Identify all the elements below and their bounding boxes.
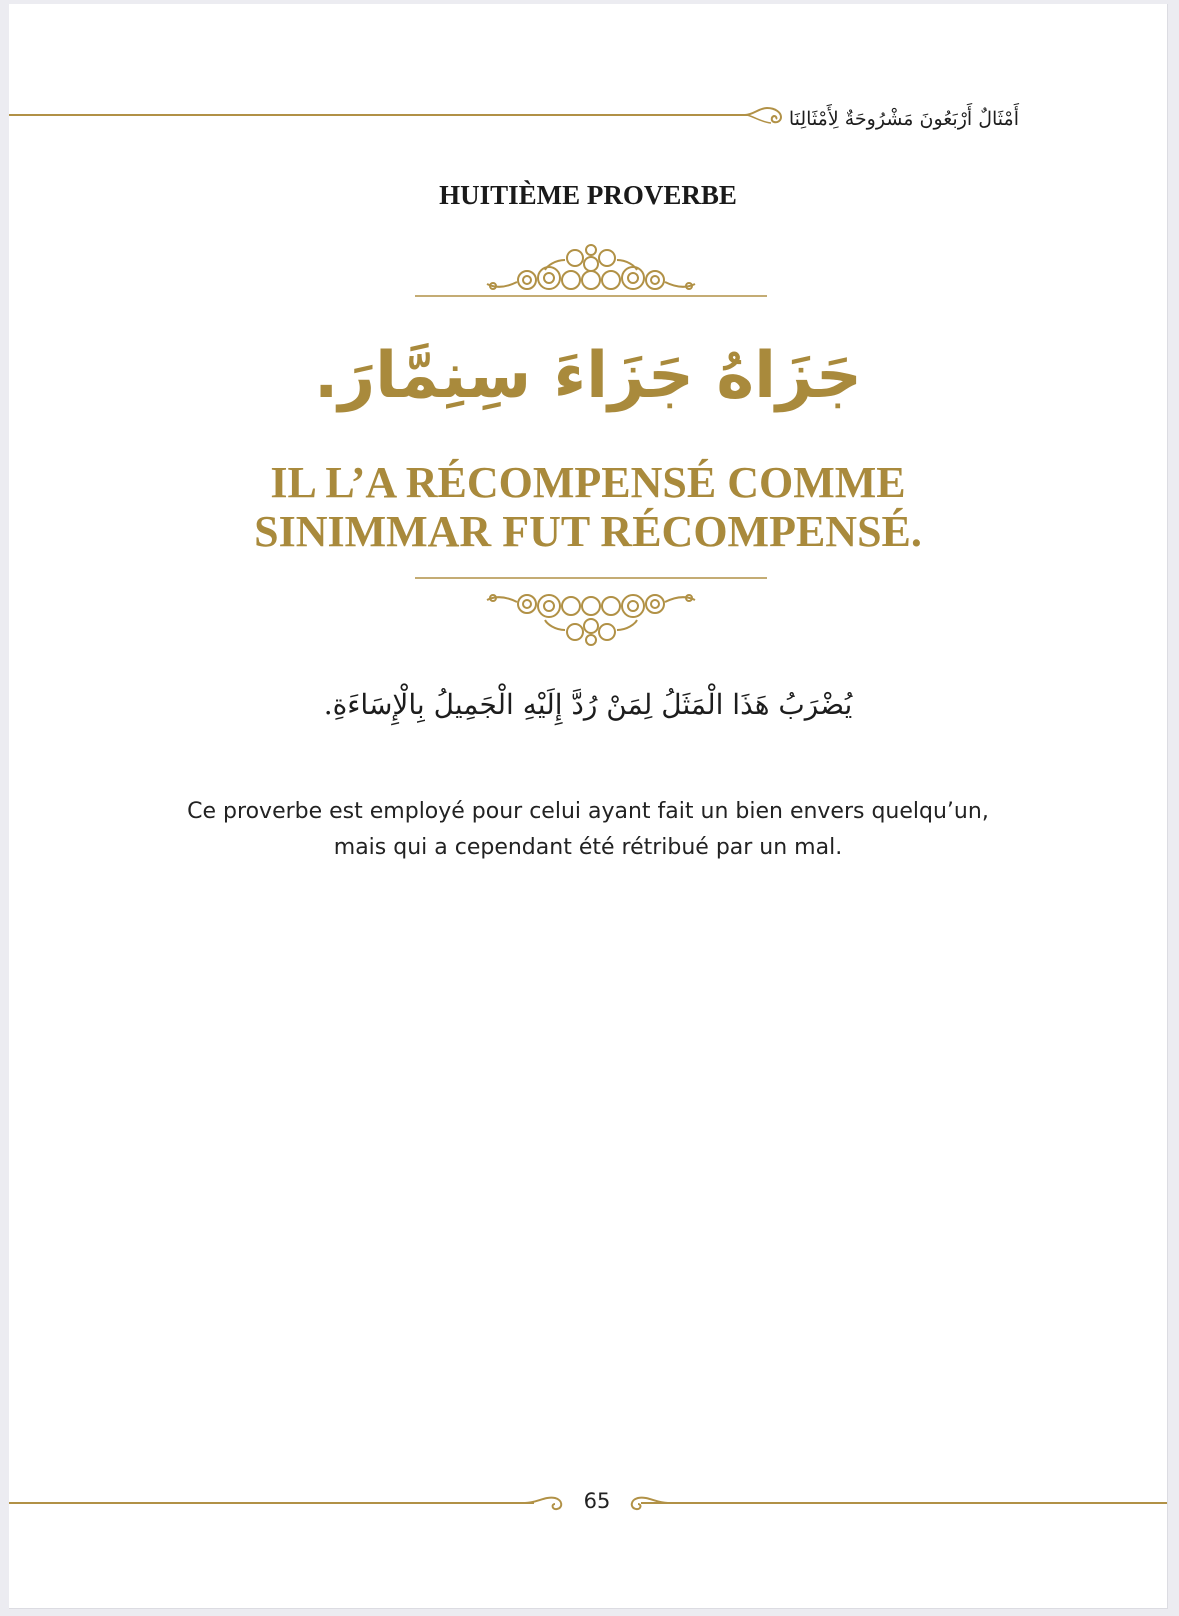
bottom-arabesque-ornament-icon (415, 576, 767, 654)
top-arabesque-ornament-icon (415, 236, 767, 310)
proverb-arabic: جَزَاهُ جَزَاءَ سِنِمَّارَ. (314, 339, 862, 413)
header-rule (9, 114, 749, 116)
header-swirl-ornament-icon (743, 102, 789, 128)
section-title: HUITIÈME PROVERBE (439, 180, 737, 210)
usage-arabic: يُضْرَبُ هَذَا الْمَثَلُ لِمَنْ رُدَّ إِلَيْهِ الْجَمِيلُ بِالْإِسَاءَةِ. (323, 688, 853, 721)
book-title-header: أَمْثَالٌ أَرْبَعُونَ مَشْرُوحَةٌ لِأَمْثَالِنَا (788, 108, 1019, 130)
usage-french-line-1: Ce proverbe est employé pour celui ayant fait un bien envers quelqu’un, (187, 799, 989, 824)
proverb-french (9, 458, 1167, 556)
book-page (9, 4, 1168, 1609)
usage-french-line-2: mais qui a cependant été rétribué par un mal. (333, 835, 843, 860)
page-number: 65 (583, 1489, 611, 1513)
proverb-french-line-2: SINIMMAR FUT RÉCOMPENSÉ. (254, 507, 922, 556)
footer-rule-right (641, 1502, 1167, 1504)
usage-french (9, 794, 1167, 866)
proverb-french-line-1: IL L’A RÉCOMPENSÉ COMME (270, 458, 906, 507)
footer-rule-left (9, 1502, 534, 1504)
footer-swirl-left-icon (523, 1492, 569, 1514)
